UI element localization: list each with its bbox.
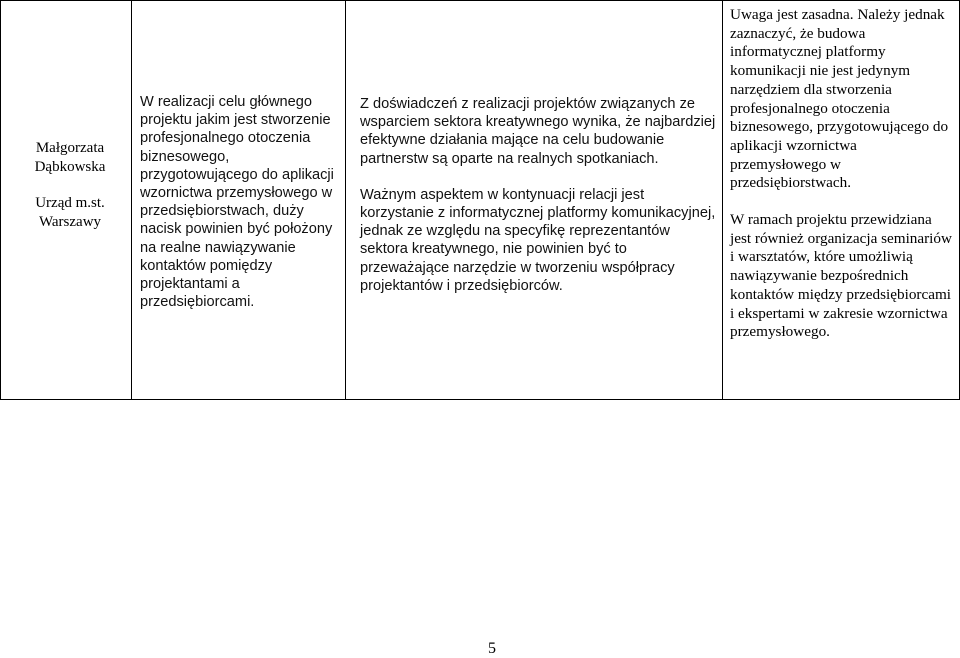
author-org-line1: Urząd m.st.: [35, 195, 105, 211]
author-name-line2: Dąbkowska: [34, 159, 106, 175]
justification-text: [360, 95, 716, 295]
justification-paragraph-2: Ważnym aspektem w kontynuacji relacji jest korzystanie z informatycznej platformy komunikacyjnej, jednak ze względu na specyfikę reprezentantów sektora kreatywnego, nie powinien być to przeważające narzędzie w tworzeniu współpracy projektantów i przedsiębiorców.: [360, 186, 716, 294]
justification-cell: [346, 1, 723, 399]
author-name-line1: Małgorzata: [35, 140, 105, 156]
comment-text: W realizacji celu głównego projektu jakim jest stworzenie profesjonalnego otoczenia biznesowego, przygotowującego do aplikacji wzornictwa przemysłowego w przedsiębiorstwach, duży nacisk powinien być położony na realne nawiązywanie kontaktów pomiędzy projektantami a przedsiębiorcami.: [140, 94, 334, 311]
justification-paragraph-1: Z doświadczeń z realizacji projektów związanych ze wsparciem sektora kreatywnego wynika, że najbardziej efektywne działania mające na celu budowanie partnerstw są oparte na realnych spotkaniach.: [360, 96, 716, 167]
response-text: [730, 6, 956, 342]
response-paragraph-1: Uwaga jest zasadna. Należy jednak zaznaczyć, że budowa informatycznej platformy komunikacji nie jest jedynym narzędziem dla stworzenia profesjonalnego otoczenia biznesowego, przygotowującego do aplikacji wzornictwa przemysłowego w przedsiębiorstwach.: [730, 6, 949, 192]
author-org-line2: Warszawy: [38, 214, 102, 230]
response-paragraph-2: W ramach projektu przewidziana jest również organizacja seminariów i warsztatów, które umożliwią nawiązywanie bezpośrednich kontaktów między przedsiębiorcami i ekspertami w zakresie wzornictwa przemysłowego.: [730, 211, 952, 341]
comment-cell: [132, 1, 346, 399]
author-block: [15, 139, 125, 232]
response-cell: [723, 1, 960, 399]
author-cell: [1, 1, 132, 399]
page-number: 5: [488, 640, 496, 657]
